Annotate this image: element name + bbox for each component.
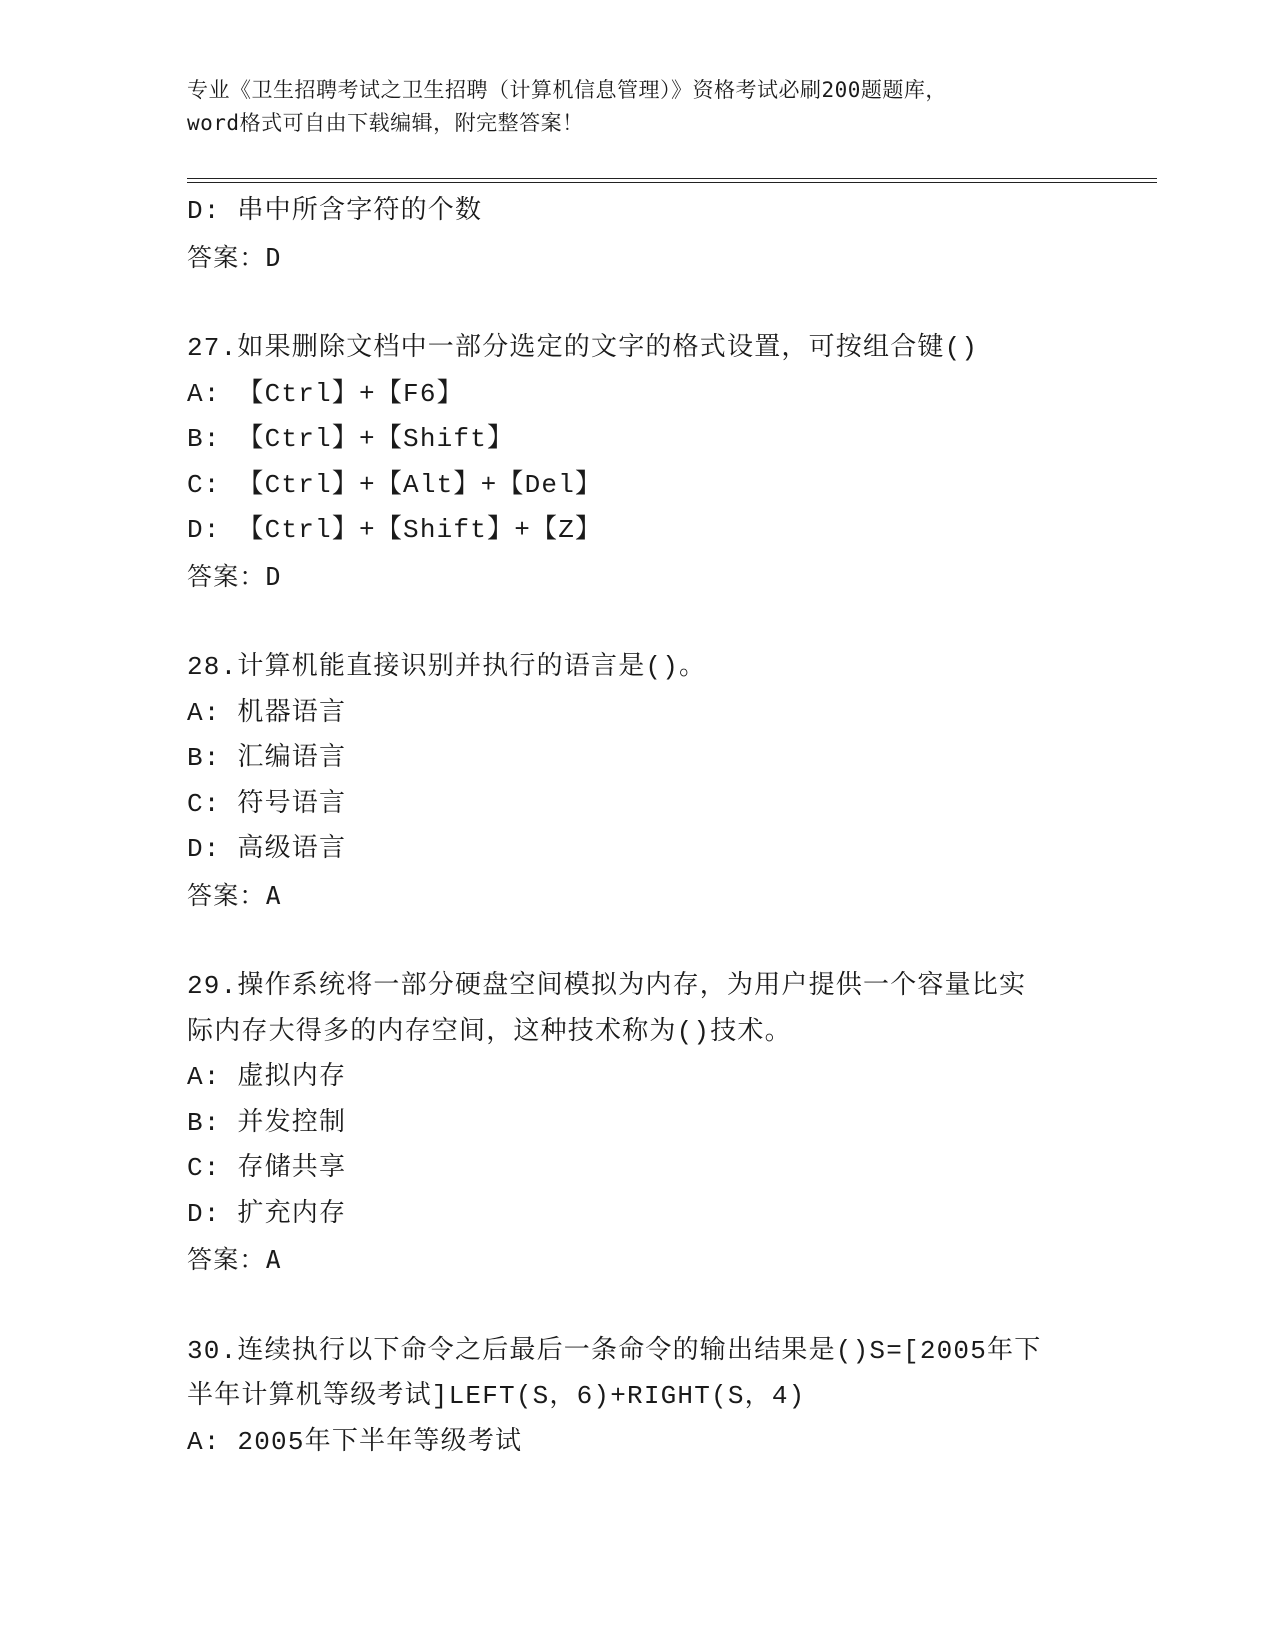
header-title-line-1: 专业《卫生招聘考试之卫生招聘（计算机信息管理）》资格考试必刷200题题库， [187,78,947,102]
spacer [187,599,1087,645]
spacer [187,918,1087,964]
continued-answer: 答案：D [187,242,282,272]
option-b: B: 并发控制 [187,1107,347,1138]
spacer [187,1283,1087,1329]
answer: 答案：A [187,1245,282,1274]
header-title-line-2: word格式可自由下载编辑，附完整答案！ [187,111,584,135]
option-b: B: 【Ctrl】+【Shift】 [187,424,515,454]
document-header [187,74,1087,140]
option-b: B: 汇编语言 [187,743,347,773]
spacer [187,280,1087,326]
question-28 [187,645,1087,918]
option-c: C: 存储共享 [187,1153,347,1183]
answer: 答案：D [187,561,282,591]
question-29 [187,964,1087,1283]
option-d: D: 【Ctrl】+【Shift】+【Z】 [187,515,603,545]
question-30 [187,1329,1087,1466]
answer: 答案：A [187,880,282,910]
option-c: C: 【Ctrl】+【Alt】+【Del】 [187,469,603,500]
option-a: A: 机器语言 [187,697,347,728]
option-d: D: 扩充内存 [187,1198,347,1229]
option-a: A: 【Ctrl】+【F6】 [187,378,464,409]
question-stem: 27.如果删除文档中一部分选定的文字的格式设置，可按组合键() [187,333,979,363]
option-c: C: 符号语言 [187,788,347,819]
question-content [187,189,1087,1465]
question-stem-line-1: 30.连续执行以下命令之后最后一条命令的输出结果是()S=[2005年下 [187,1335,1042,1366]
question-stem-line-1: 29.操作系统将一部分硬盘空间模拟为内存，为用户提供一个容量比实 [187,971,1027,1001]
question-27 [187,326,1087,599]
header-double-rule [187,178,1157,183]
question-stem-line-2: 际内存大得多的内存空间，这种技术称为()技术。 [187,1016,792,1047]
option-a: A: 虚拟内存 [187,1062,347,1092]
option-a: A: 2005年下半年等级考试 [187,1426,523,1457]
question-stem: 28.计算机能直接识别并执行的语言是()。 [187,652,707,682]
question-stem-line-2: 半年计算机等级考试]LEFT(S，6)+RIGHT(S，4) [187,1381,806,1411]
continued-option-d: D: 串中所含字符的个数 [187,196,483,226]
option-d: D: 高级语言 [187,834,347,864]
